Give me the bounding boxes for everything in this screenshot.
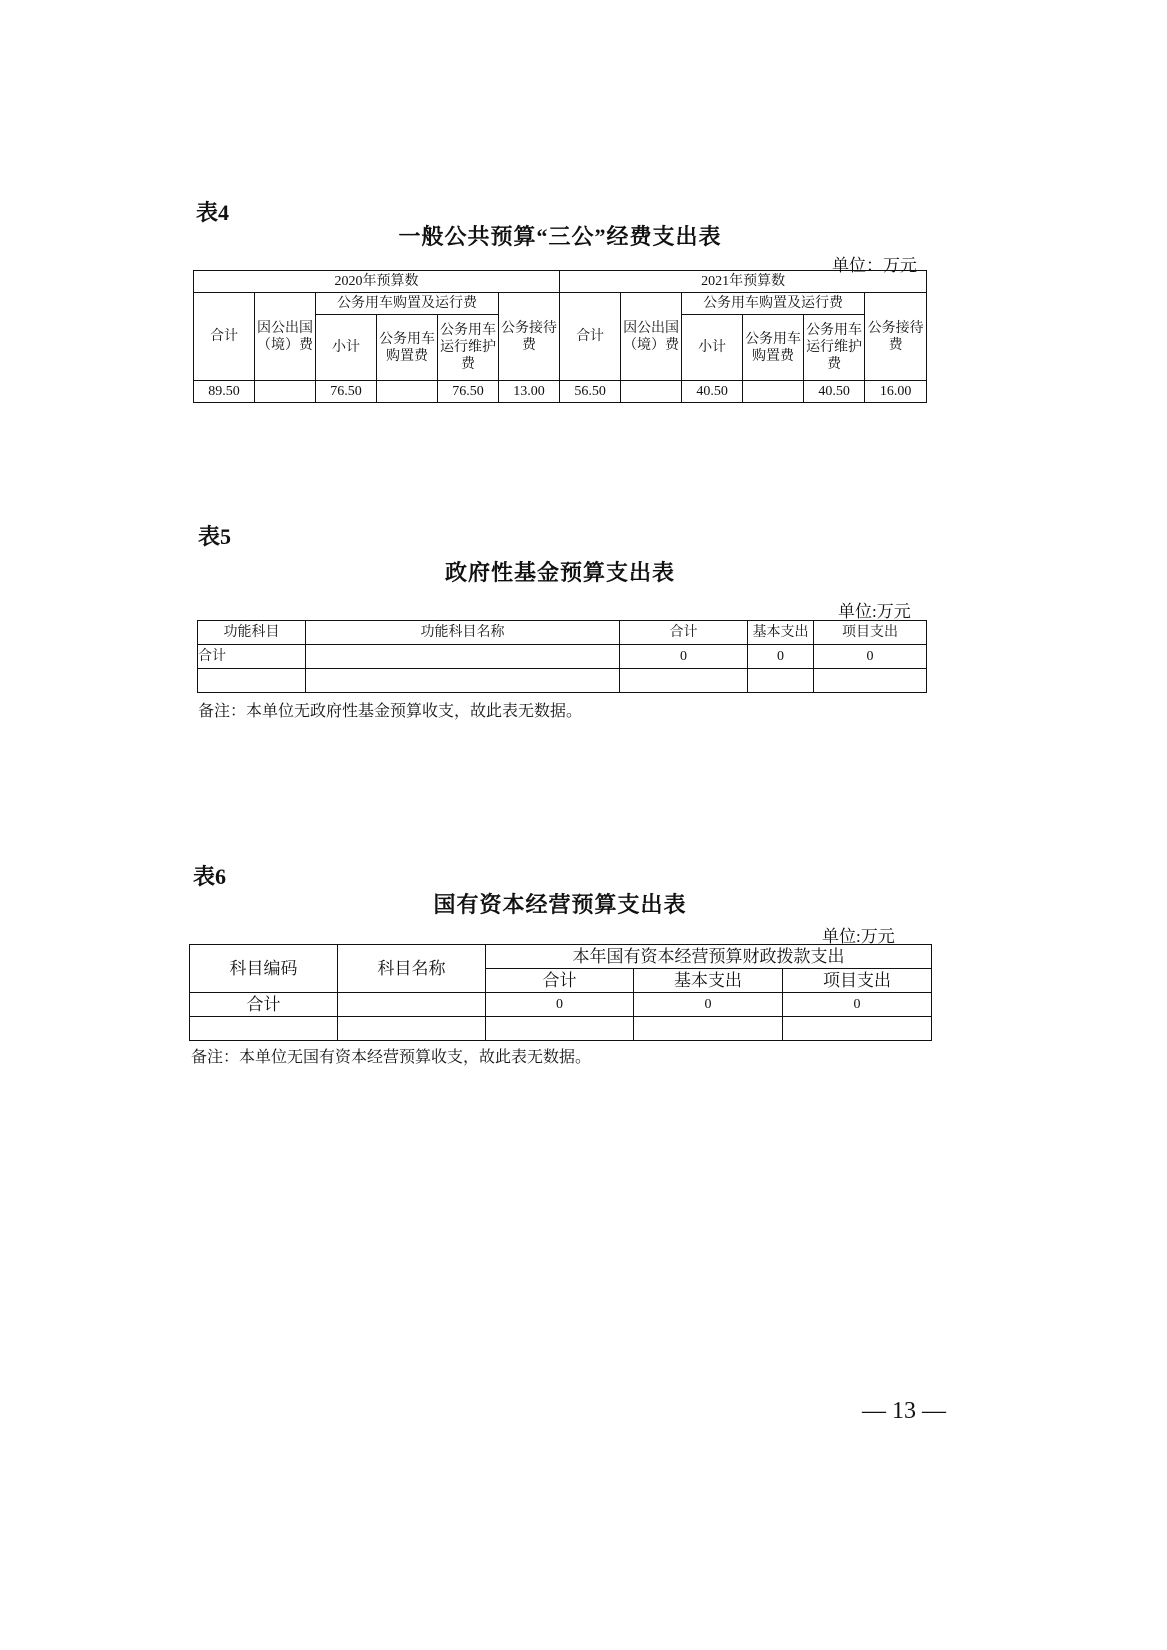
header-purchase: 公务用车购置费	[743, 315, 804, 381]
cell-empty	[190, 1017, 338, 1041]
cell-empty	[814, 669, 927, 693]
header-total: 合计	[486, 969, 634, 993]
table4	[193, 270, 927, 403]
cell-2020-reception: 13.00	[499, 381, 560, 403]
cell-2021-total: 56.50	[560, 381, 621, 403]
header-project: 项目支出	[814, 621, 927, 645]
table4-label: 表4	[196, 200, 230, 225]
header-abroad: 因公出国（境）费	[621, 293, 682, 381]
table5-note: 备注：本单位无政府性基金预算收支，故此表无数据。	[198, 703, 583, 720]
header-reception: 公务接待费	[865, 293, 927, 381]
cell-empty	[306, 669, 620, 693]
table5-unit: 单位:万元	[838, 602, 911, 621]
header-maintenance: 公务用车运行维护费	[438, 315, 499, 381]
table6-title: 国有资本经营预算支出表	[433, 892, 687, 917]
cell-2021-subtotal: 40.50	[682, 381, 743, 403]
cell-total-project: 0	[814, 645, 927, 669]
header-subtotal: 小计	[682, 315, 743, 381]
cell-total-code: 合计	[190, 993, 338, 1017]
header-vehicle-group: 公务用车购置及运行费	[682, 293, 865, 315]
table5-title: 政府性基金预算支出表	[444, 560, 675, 585]
table6-unit: 单位:万元	[822, 927, 895, 946]
cell-2021-reception: 16.00	[865, 381, 927, 403]
cell-2020-abroad	[255, 381, 316, 403]
cell-total-total: 0	[486, 993, 634, 1017]
cell-empty	[783, 1017, 932, 1041]
header-vehicle-group: 公务用车购置及运行费	[316, 293, 499, 315]
header-name: 科目名称	[338, 945, 486, 993]
cell-empty	[748, 669, 814, 693]
header-subtotal: 小计	[316, 315, 377, 381]
table5	[197, 620, 927, 693]
header-project: 项目支出	[783, 969, 932, 993]
cell-2020-maintenance: 76.50	[438, 381, 499, 403]
table6	[189, 944, 932, 1041]
cell-2021-abroad	[621, 381, 682, 403]
cell-total-code: 合计	[198, 645, 306, 669]
header-maintenance: 公务用车运行维护费	[804, 315, 865, 381]
header-total: 合计	[194, 293, 255, 381]
table6-label: 表6	[193, 864, 227, 889]
cell-total-total: 0	[620, 645, 748, 669]
cell-2020-total: 89.50	[194, 381, 255, 403]
cell-2021-maintenance: 40.50	[804, 381, 865, 403]
header-basic: 基本支出	[634, 969, 783, 993]
header-reception: 公务接待费	[499, 293, 560, 381]
cell-2020-purchase	[377, 381, 438, 403]
cell-empty	[198, 669, 306, 693]
cell-total-name	[306, 645, 620, 669]
table4-title: 一般公共预算“三公”经费支出表	[398, 224, 722, 249]
cell-empty	[338, 1017, 486, 1041]
header-purchase: 公务用车购置费	[377, 315, 438, 381]
header-2021: 2021年预算数	[560, 271, 927, 293]
cell-empty	[620, 669, 748, 693]
header-abroad: 因公出国（境）费	[255, 293, 316, 381]
header-basic: 基本支出	[748, 621, 814, 645]
header-name: 功能科目名称	[306, 621, 620, 645]
cell-total-name	[338, 993, 486, 1017]
header-group: 本年国有资本经营预算财政拨款支出	[486, 945, 932, 969]
header-2020: 2020年预算数	[194, 271, 560, 293]
table6-note: 备注：本单位无国有资本经营预算收支，故此表无数据。	[191, 1049, 592, 1066]
table5-label: 表5	[198, 524, 232, 549]
page-number: — 13 —	[862, 1398, 946, 1424]
table4-unit: 单位：万元	[832, 256, 917, 275]
cell-empty	[634, 1017, 783, 1041]
cell-total-project: 0	[783, 993, 932, 1017]
header-total: 合计	[620, 621, 748, 645]
cell-2020-subtotal: 76.50	[316, 381, 377, 403]
cell-total-basic: 0	[748, 645, 814, 669]
cell-2021-purchase	[743, 381, 804, 403]
cell-empty	[486, 1017, 634, 1041]
cell-total-basic: 0	[634, 993, 783, 1017]
header-total: 合计	[560, 293, 621, 381]
header-code: 科目编码	[190, 945, 338, 993]
header-code: 功能科目	[198, 621, 306, 645]
